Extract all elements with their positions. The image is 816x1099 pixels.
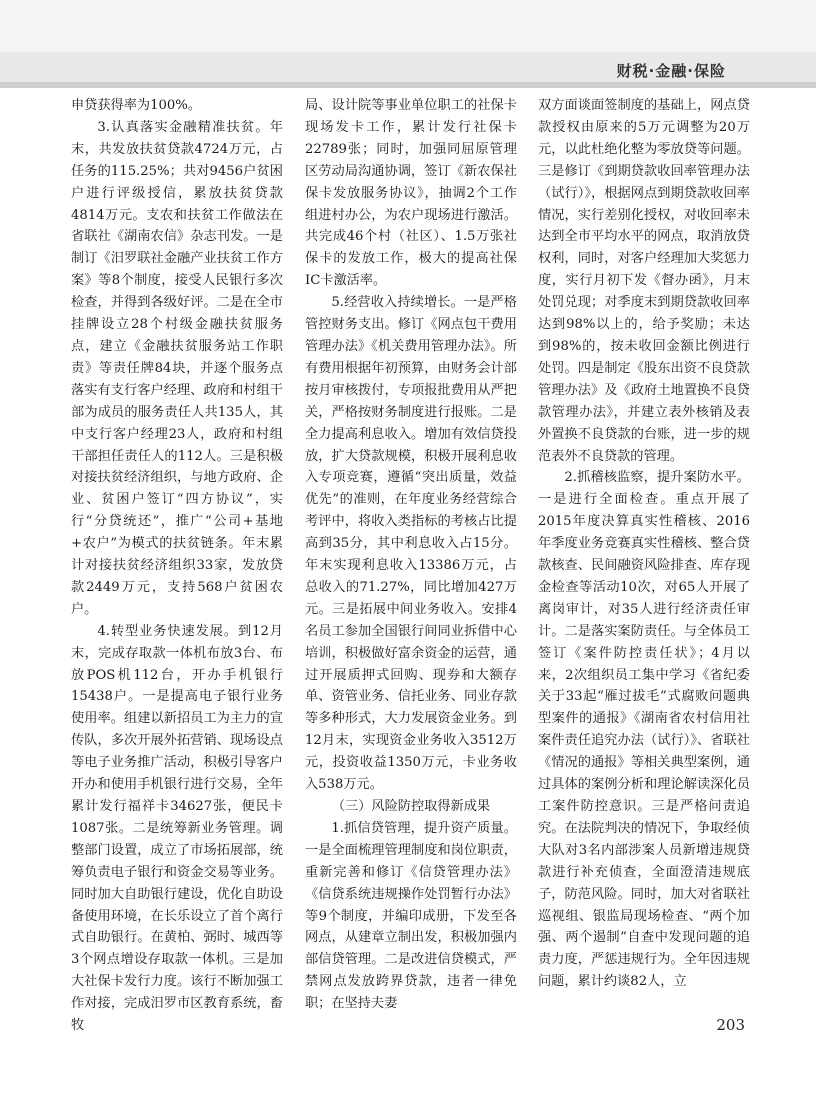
text-column-right bbox=[538, 95, 750, 993]
paragraph: 4.转型业务快速发展。到12月末，完成存取款一体机布放3台、布放POS机112台，开办手机银行15438户。一是提高电子银行业务使用率。组建以新招员工为主力的宣传队，多次开展外拓营销、现场设点等电子业务推广活动，积极引导客户开办和使用手机银行进行交易，全年累计发行福祥卡34627张，便民卡1087张。二是统筹新业务管理。调整部门设置，成立了市场拓展部，统筹负责电子银行和资金交易等业务。同时加大自助银行建设，优化自助设备使用环境，在长乐设立了首个离行式自助银行。在黄柏、弼时、城西等3个网点增设存取款一体机。三是加大社保卡发行力度。该行不断加强工作对接，完成汨罗市区教育系统，畜牧 bbox=[71, 623, 283, 1034]
page-number: 203 bbox=[716, 1016, 745, 1034]
header-divider bbox=[0, 82, 816, 88]
text-column-left bbox=[71, 95, 283, 1037]
paragraph: 2.抓稽核监察，提升案防水平。一是进行全面检查。重点开展了2015年度决算真实性稽核、2016年季度业务竞赛真实性稽核、整合贷款核查、民间融资风险排查、库存现金检查等活动10次，对65人开展了离岗审计，对35人进行经济责任审计。二是落实案防责任。与全体员工签订《案件防控责任状》；4月以来，2次组织员工集中学习《省纪委关于33起“雁过拔毛”式腐败问题典型案件的通报》《湖南省农村信用社案件责任追究办法（试行）》、省联社《情况的通报》等相关典型案例，通过具体的案例分析和理论解读深化员工案件防控意识。三是严格问责追究。在法院判决的情况下，争取经侦大队对3名内部涉案人员新增违规贷款进行补充侦查，全面澄清违规底子，防范风险。同时，加大对省联社巡视组、银监局现场检查、“两个加强、两个遏制”自查中发现问题的追责力度，严惩违规行为。全年因违规问题，累计约谈82人，立 bbox=[538, 470, 750, 990]
section-title: 财税·金融·保险 bbox=[616, 62, 726, 80]
paragraph: 1.抓信贷管理，提升资产质量。一是全面梳理管理制度和岗位职责，重新完善和修订《信贷管理办法》《信贷系统违规操作处罚暂行办法》等9个制度，并编印成册，下发至各网点，从建章立制出发，积极加强内部信贷管理。二是改进信贷模式，严禁网点发放跨界贷款，违者一律免职；在坚持夫妻 bbox=[305, 820, 517, 1012]
text-column-middle bbox=[305, 95, 517, 1015]
paragraph: 3.认真落实金融精准扶贫。年末，共发放扶贫贷款4724万元，占任务的115.25%；共对9456户贫困户进行评级授信，累放扶贫贷款4814万元。支农和扶贫工作做法在省联社《湖南农信》杂志刊发。一是制订《汨罗联社金融产业扶贫工作方案》等8个制度，接受人民银行多次检查，并得到各级好评。二是在全市挂牌设立28个村级金融扶贫服务点，建立《金融扶贫服务站工作职责》等责任牌84块，并逐个服务点落实有支行客户经理、政府和村组干部为成员的服务责任人共135人，其中支行客户经理23人，政府和村组干部担任责任人的112人。三是积极对接扶贫经济组织，与地方政府、企业、贫困户签订“四方协议”，实行“分贷统还”，推广“公司+基地+农户”为模式的扶贫链条。年末累计对接扶贫经济组织33家，发放贷款2449万元，支持568户贫困农户。 bbox=[71, 119, 283, 617]
paragraph: 局、设计院等事业单位职工的社保卡现场发卡工作，累计发行社保卡22789张；同时，加强同屈原管理区劳动局沟通协调，签订《新农保社保卡发放服务协议》，抽调2个工作组进村办公，为农户现场进行激活。共完成46个村（社区）、1.5万张社保卡的发放工作，极大的提高社保IC卡激活率。 bbox=[305, 98, 517, 289]
subsection-heading: （三）风险防控取得新成果 bbox=[331, 799, 491, 814]
paragraph: 5.经营收入持续增长。一是严格管控财务支出。修订《网点包干费用管理办法》《机关费用管理办法》。所有费用根据年初预算，由财务会计部按月审核拨付，专项报批费用从严把关，严格按财务制度进行报账。二是全力提高利息收入。增加有效信贷投放，扩大贷款规模，积极开展利息收入专项竞赛，遵循“突出质量，效益优先”的准则，在年度业务经营综合考评中，将收入类指标的考核占比提高到35分，其中利息收入占15分。年末实现利息收入13386万元，占总收入的71.27%，同比增加427万元。三是拓展中间业务收入。安排4名员工参加全国银行间同业拆借中心培训，积极做好富余资金的运营，通过开展质押式回购、现券和大额存单、资管业务、信托业务、同业存款等多种形式，大力发展资金业务。到12月末，实现资金业务收入3512万元，投资收益1350万元，卡业务收入538万元。 bbox=[305, 295, 517, 793]
paragraph: 申贷获得率为100%。 bbox=[71, 98, 202, 113]
paragraph: 双方面谈面签制度的基础上，网点贷款授权由原来的5万元调整为20万元，以此杜绝化整为零放贷等问题。三是修订《到期贷款收回率管理办法（试行）》，根据网点到期贷款收回率情况，实行差别化授权，对收回率未达到全市平均水平的网点，取消放贷权利，同时，对客户经理加大奖惩力度，实行月初下发《督办函》，月末处罚兑现；对季度末到期贷款收回率达到98%以上的，给予奖励；未达到98%的，按未收回金额比例进行处罚。四是制定《股东出资不良贷款管理办法》及《政府土地置换不良贷款管理办法》，并建立表外核销及表外置换不良贷款的台账，进一步的规范表外不良贷款的管理。 bbox=[538, 98, 750, 464]
